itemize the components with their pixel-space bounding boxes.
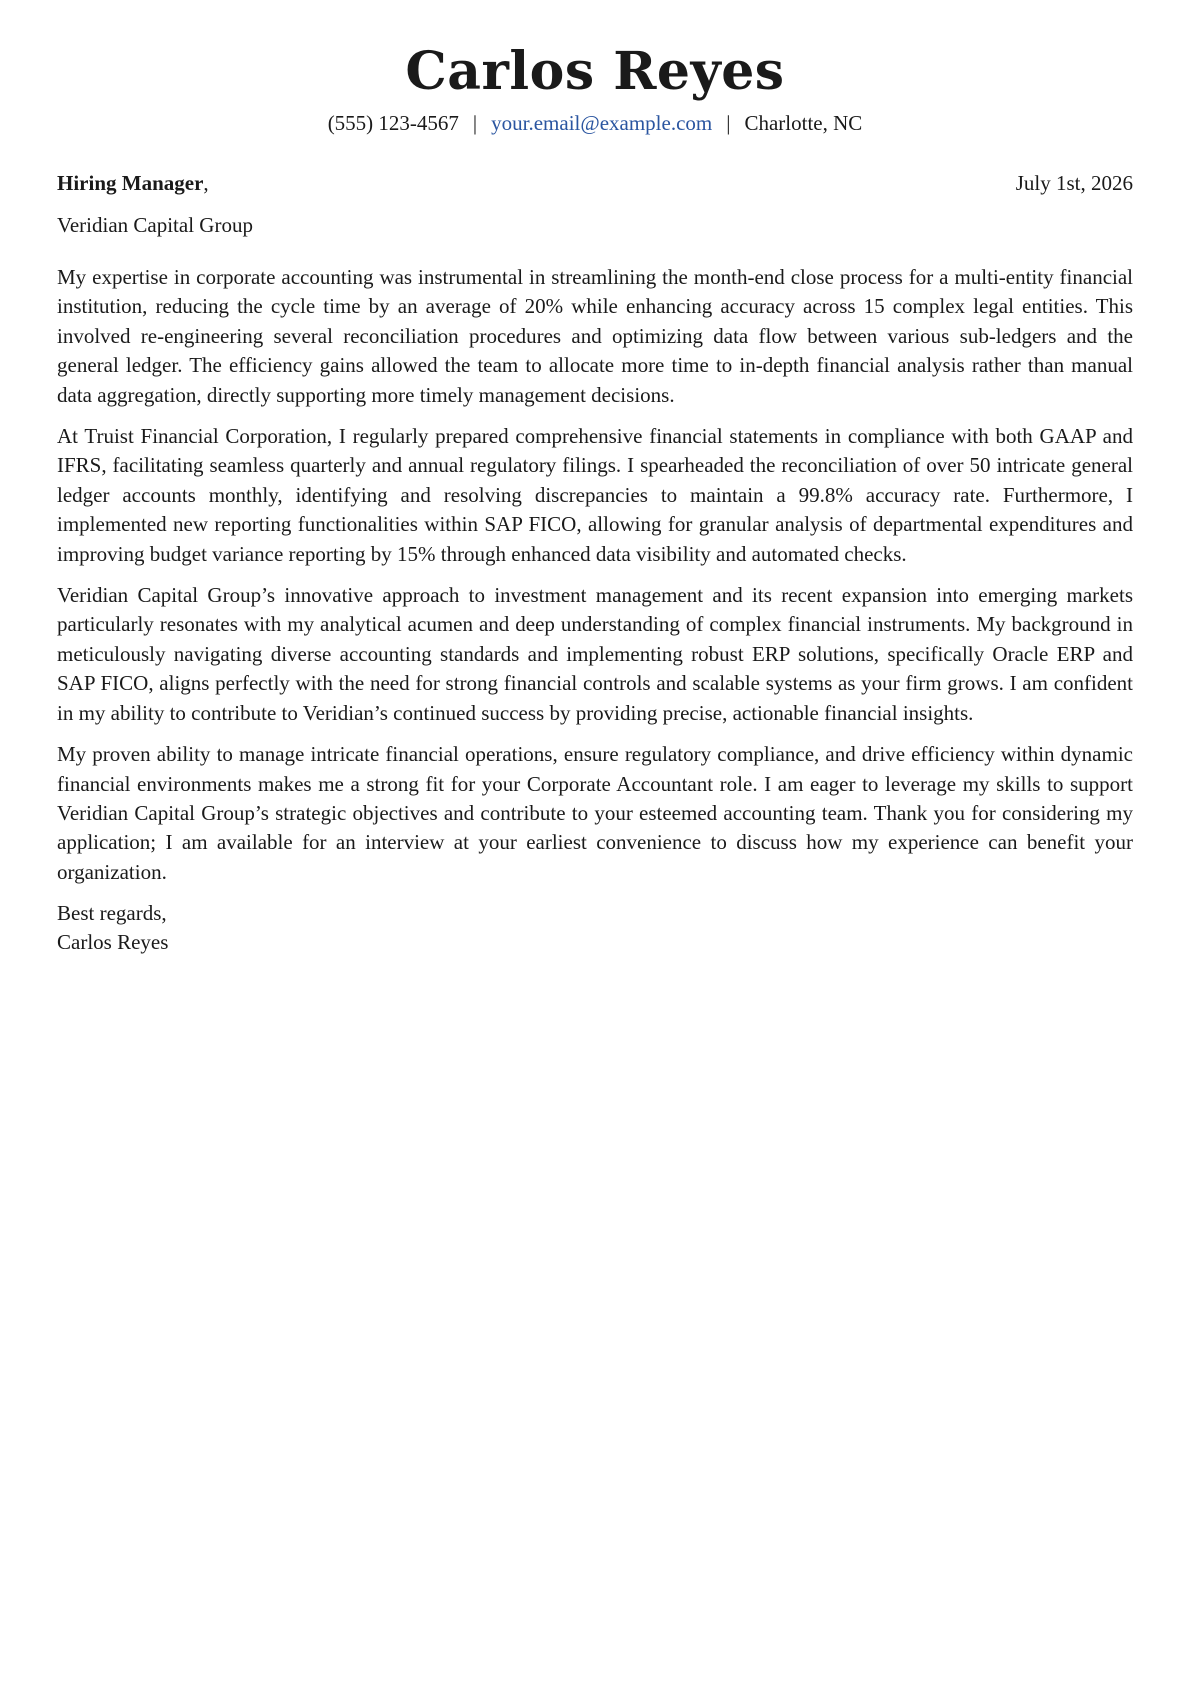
recipient-company: Veridian Capital Group <box>57 213 253 237</box>
recipient-name: Hiring Manager <box>57 171 204 195</box>
contact-separator: | <box>726 111 731 135</box>
letter-closing <box>57 899 1133 957</box>
letter-header <box>57 40 1133 136</box>
contact-separator: | <box>472 111 478 135</box>
recipient-greeting <box>57 170 209 196</box>
body-paragraph: Veridian Capital Group’s innovative approach to investment management and its recent expansion into emerging markets particularly resonates with my analytical acumen and deep understanding of complex financial instruments. My background in meticulously navigating diverse accounting standards and implementing robust ERP solutions, specifically Oracle ERP and SAP FICO, aligns perfectly with the need for strong financial controls and scalable systems as your firm grows. I am confident in my ability to contribute to Veridian’s continued success by providing precise, actionable financial insights. <box>57 583 1133 725</box>
recipient-row <box>57 170 1133 196</box>
contact-line <box>57 110 1133 136</box>
phone-number: (555) 123-4567 <box>327 111 459 135</box>
location: Charlotte, NC <box>744 111 863 135</box>
email-link[interactable]: your.email@example.com <box>491 111 713 135</box>
sender-name: Carlos Reyes <box>405 41 785 102</box>
body-paragraph: At Truist Financial Corporation, I regularly prepared comprehensive financial statements in compliance with both GAAP and IFRS, facilitating seamless quarterly and annual regulatory filings. I spearheaded the reconciliation of over 50 intricate general ledger accounts monthly, identifying and resolving discrepancies to maintain a 99.8% accuracy rate. Furthermore, I implemented new reporting functionalities within SAP FICO, allowing for granular analysis of departmental expenditures and improving budget variance reporting by 15% through enhanced data visibility and automated checks. <box>57 424 1133 566</box>
recipient-name-suffix: , <box>203 171 209 195</box>
closing-salutation: Best regards, <box>57 901 167 926</box>
letter-date: July 1st, 2026 <box>1015 171 1133 195</box>
letter-body <box>57 263 1133 887</box>
closing-signature: Carlos Reyes <box>57 930 169 955</box>
body-paragraph: My expertise in corporate accounting was instrumental in streamlining the month-end close process for a multi-entity financial institution, reducing the cycle time by an average of 20% while enhancing accuracy across 15 complex legal entities. This involved re-engineering several reconciliation procedures and optimizing data flow between various sub-ledgers and the general ledger. The efficiency gains allowed the team to allocate more time to in-depth financial analysis rather than manual data aggregation, directly supporting more timely management decisions. <box>57 265 1133 407</box>
body-paragraph: My proven ability to manage intricate financial operations, ensure regulatory compliance, and drive efficiency within dynamic financial environments makes me a strong fit for your Corporate Accountant role. I am eager to leverage my skills to support Veridian Capital Group’s strategic objectives and contribute to your esteemed accounting team. Thank you for considering my application; I am available for an interview at your earliest convenience to discuss how my experience can benefit your organization. <box>57 742 1133 884</box>
